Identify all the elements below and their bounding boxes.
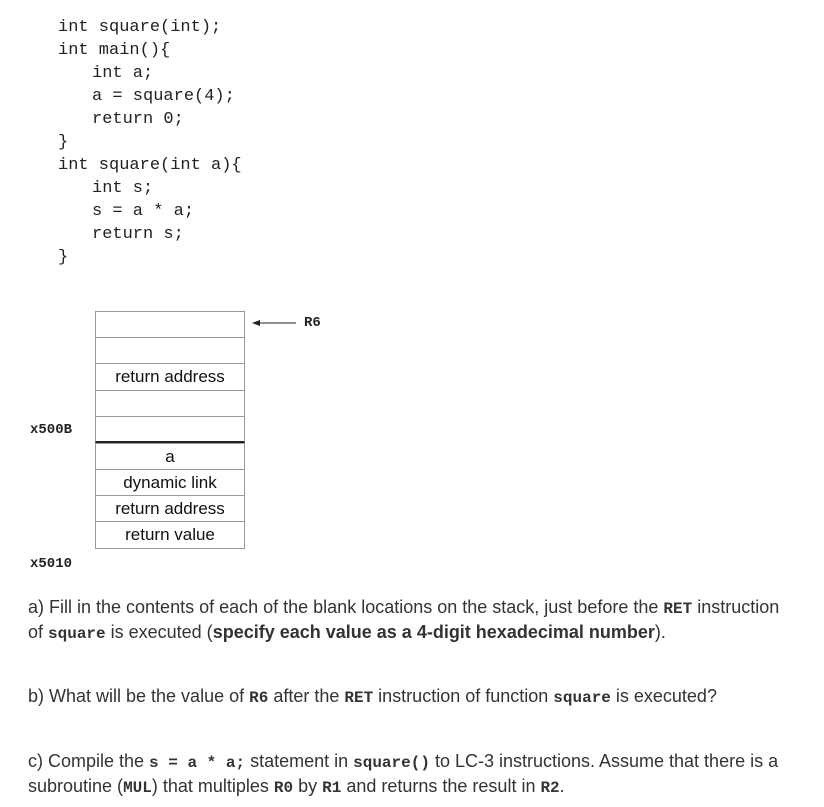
- question-a-text-4: ).: [654, 622, 666, 642]
- question-a-emphasis: specify each value as a 4-digit hexadecimal number: [212, 622, 655, 642]
- code-line-8: int s;: [92, 179, 154, 198]
- stack-cell-6: a: [95, 443, 245, 470]
- question-c: [28, 750, 798, 800]
- code-line-1: int square(int);: [58, 18, 222, 37]
- code-line-7: int square(int a){: [58, 156, 242, 175]
- stack-cell-5: [95, 416, 245, 443]
- code-line-2: int main(){: [58, 41, 171, 60]
- question-c-text-4: ) that multiples: [151, 776, 274, 796]
- code-statement: s = a * a;: [149, 754, 246, 772]
- question-a-text-2: instruction of: [28, 597, 780, 642]
- stack-cell-3: return address: [95, 363, 245, 391]
- stack-cell-9: return value: [95, 521, 245, 549]
- stack-cell-7: dynamic link: [95, 469, 245, 496]
- code-square-call: square(): [353, 754, 430, 772]
- code-line-4: a = square(4);: [92, 87, 235, 106]
- code-line-5: return 0;: [92, 110, 184, 129]
- question-a: [28, 596, 798, 646]
- question-b-text-1: b) What will be the value of: [28, 686, 250, 706]
- code-line-3: int a;: [92, 64, 154, 83]
- address-x5010: x5010: [30, 556, 73, 572]
- code-ret: RET: [344, 689, 374, 707]
- stack-cell-2: [95, 337, 245, 364]
- code-line-9: s = a * a;: [92, 202, 195, 221]
- question-c-text-7: .: [559, 776, 565, 796]
- question-c-text-6: and returns the result in: [341, 776, 541, 796]
- question-c-text-1: c) Compile the: [28, 751, 150, 771]
- code-ret: RET: [663, 600, 693, 618]
- code-r0: R0: [273, 779, 294, 797]
- stack-cell-1: [95, 311, 245, 338]
- code-line-11: }: [58, 248, 69, 267]
- question-c-text-3: to LC-3 instructions. Assume that there is a subroutine (: [28, 751, 779, 796]
- code-line-10: return s;: [92, 225, 184, 244]
- question-c-text-5: by: [293, 776, 323, 796]
- r6-label: R6: [304, 315, 321, 331]
- code-r2: R2: [540, 779, 560, 797]
- code-square: square: [48, 625, 106, 643]
- question-a-text-3: is executed (: [105, 622, 213, 642]
- question-b: [28, 685, 798, 710]
- code-square: square: [553, 689, 611, 707]
- question-a-text-1: a) Fill in the contents of each of the blank locations on the stack, just before the: [28, 597, 664, 617]
- code-r1: R1: [322, 779, 342, 797]
- question-b-text-3: instruction of function: [373, 686, 554, 706]
- stack-cell-8: return address: [95, 495, 245, 522]
- code-line-6: }: [58, 133, 69, 152]
- stack-cell-4: [95, 390, 245, 417]
- code-mul: MUL: [123, 779, 152, 797]
- r6-arrow-icon: [250, 317, 298, 329]
- address-x500b: x500B: [30, 422, 73, 438]
- question-b-text-4: is executed?: [610, 686, 717, 706]
- question-c-text-2: statement in: [245, 751, 354, 771]
- question-b-text-2: after the: [268, 686, 345, 706]
- code-r6: R6: [249, 689, 269, 707]
